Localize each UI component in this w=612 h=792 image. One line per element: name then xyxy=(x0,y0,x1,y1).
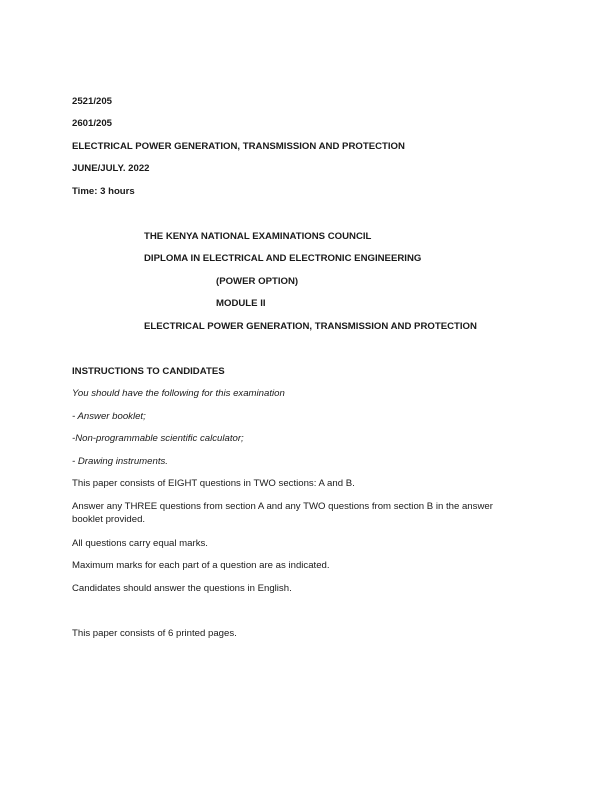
module-title: MODULE II xyxy=(216,298,266,309)
subject-title: ELECTRICAL POWER GENERATION, TRANSMISSION AND PROTECTION xyxy=(144,321,477,332)
page-count-note: This paper consists of 6 printed pages. xyxy=(72,628,237,639)
instruction-rule: Maximum marks for each part of a question are as indicated. xyxy=(72,560,330,571)
paper-code-1: 2521/205 xyxy=(72,96,113,107)
requirements-intro: You should have the following for this examination xyxy=(72,388,285,399)
council-name: THE KENYA NATIONAL EXAMINATIONS COUNCIL xyxy=(144,231,372,242)
instructions-heading: INSTRUCTIONS TO CANDIDATES xyxy=(72,366,225,377)
exam-session: JUNE/JULY. 2022 xyxy=(72,163,150,174)
instruction-rule: This paper consists of EIGHT questions in TWO sections: A and B. xyxy=(72,478,355,489)
instruction-rule: Candidates should answer the questions in English. xyxy=(72,583,292,594)
option-title: (POWER OPTION) xyxy=(216,276,299,287)
instruction-rule: All questions carry equal marks. xyxy=(72,538,208,549)
instruction-rule: Answer any THREE questions from section A and any TWO questions from section B in the answer booklet provided. xyxy=(72,501,493,525)
requirement-item: -Non-programmable scientific calculator; xyxy=(72,433,244,444)
requirement-item: - Answer booklet; xyxy=(72,411,146,422)
paper-code-2: 2601/205 xyxy=(72,118,113,129)
diploma-title: DIPLOMA IN ELECTRICAL AND ELECTRONIC ENGINEERING xyxy=(144,253,422,264)
paper-subject: ELECTRICAL POWER GENERATION, TRANSMISSION AND PROTECTION xyxy=(72,141,405,152)
requirement-item: - Drawing instruments. xyxy=(72,456,168,467)
exam-duration: Time: 3 hours xyxy=(72,186,135,197)
